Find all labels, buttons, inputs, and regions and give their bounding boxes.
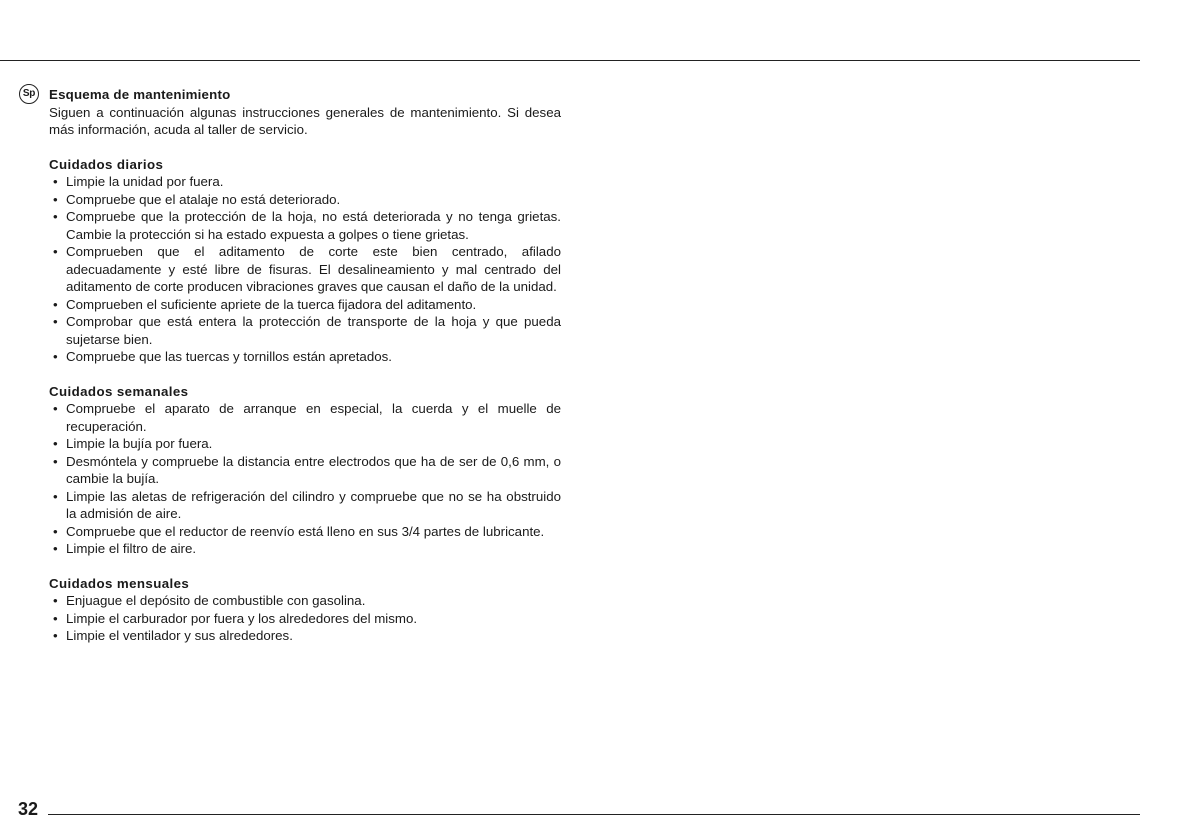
list-item: • Compruebe el aparato de arranque en especial, la cuerda y el muelle de recuperación.	[49, 400, 561, 435]
list-item: • Limpie la unidad por fuera.	[49, 173, 561, 191]
list-item: • Comprobar que está entera la protección de transporte de la hoja y que pueda sujetarse bien.	[49, 313, 561, 348]
list-item: • Compruebe que el reductor de reenvío está lleno en sus 3/4 partes de lubricante.	[49, 523, 561, 541]
daily-care-list	[49, 173, 561, 366]
list-item: • Compruebe que las tuercas y tornillos están apretados.	[49, 348, 561, 366]
top-rule	[0, 60, 1140, 61]
list-item: • Comprueben que el aditamento de corte este bien centrado, afilado adecuadamente y esté libre de fisuras. El desalineamiento y mal centrado del aditamento de corte producen vibraciones graves que causan el daño de la unidad.	[49, 243, 561, 296]
document-body	[49, 86, 561, 645]
daily-care-section	[49, 156, 561, 366]
list-item: • Limpie el filtro de aire.	[49, 540, 561, 558]
list-item: • Enjuague el depósito de combustible con gasolina.	[49, 592, 561, 610]
page-number: 32	[18, 799, 39, 819]
list-item: • Limpie el ventilador y sus alrededores.	[49, 627, 561, 645]
language-badge-icon: Sp	[19, 84, 39, 104]
weekly-care-list	[49, 400, 561, 558]
list-item: • Comprueben el suficiente apriete de la tuerca fijadora del aditamento.	[49, 296, 561, 314]
list-item: • Limpie la bujía por fuera.	[49, 435, 561, 453]
list-item: • Desmóntela y compruebe la distancia entre electrodos que ha de ser de 0,6 mm, o cambie la bujía.	[49, 453, 561, 488]
section-title: Esquema de mantenimiento	[49, 87, 231, 102]
monthly-care-heading: Cuidados mensuales	[49, 575, 190, 591]
monthly-care-section	[49, 575, 561, 645]
list-item: • Limpie el carburador por fuera y los alrededores del mismo.	[49, 610, 561, 628]
weekly-care-heading: Cuidados semanales	[49, 383, 189, 399]
list-item: • Limpie las aletas de refrigeración del cilindro y compruebe que no se ha obstruido la admisión de aire.	[49, 488, 561, 523]
bottom-rule	[48, 814, 1140, 815]
list-item: • Compruebe que la protección de la hoja, no está deteriorada y no tenga grietas. Cambie la protección si ha estado expuesta a golpes o tiene grietas.	[49, 208, 561, 243]
weekly-care-section	[49, 383, 561, 558]
daily-care-heading: Cuidados diarios	[49, 156, 164, 172]
monthly-care-list	[49, 592, 561, 645]
list-item: • Compruebe que el atalaje no está deteriorado.	[49, 191, 561, 209]
intro-paragraph: Siguen a continuación algunas instrucciones generales de mantenimiento. Si desea más información, acuda al taller de servicio.	[49, 104, 561, 137]
